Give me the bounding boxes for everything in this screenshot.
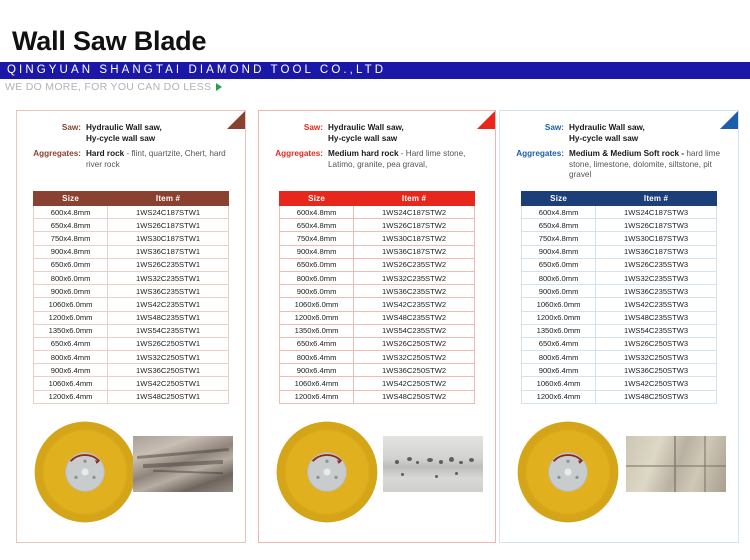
table-row [522, 206, 717, 219]
table-row [34, 337, 229, 350]
spec-table-wrap [500, 191, 738, 404]
cell-size: 650x4.8mm [522, 219, 596, 232]
cell-size: 650x4.8mm [34, 219, 108, 232]
page-title: Wall Saw Blade [12, 26, 207, 56]
cell-item-number: 1WS32C235STW2 [354, 271, 475, 284]
table-row [34, 311, 229, 324]
cell-size: 1200x6.4mm [34, 390, 108, 403]
saw-blade-svg [273, 418, 381, 526]
cell-item-number: 1WS32C250STW1 [108, 351, 229, 364]
table-row [522, 298, 717, 311]
spec-value-aggregates [86, 149, 237, 170]
cell-item-number: 1WS26C235STW1 [108, 258, 229, 271]
application-photo [626, 436, 726, 492]
cell-item-number: 1WS36C250STW3 [596, 364, 717, 377]
saw-line-1: Hydraulic Wall saw, [569, 123, 645, 132]
saw-line-2: Hy-cycle wall saw [328, 133, 398, 143]
cell-item-number: 1WS26C187STW2 [354, 219, 475, 232]
spec-table [33, 191, 229, 404]
table-row [34, 324, 229, 337]
table-header-row [522, 192, 717, 206]
cell-size: 900x4.8mm [522, 245, 596, 258]
cell-size: 900x6.4mm [280, 364, 354, 377]
cell-size: 650x6.4mm [280, 337, 354, 350]
spec-row-aggregates [259, 149, 487, 170]
company-name-banner: QINGYUAN SHANGTAI DIAMOND TOOL CO.,LTD [0, 62, 750, 79]
table-row [280, 298, 475, 311]
cell-size: 1060x6.4mm [522, 377, 596, 390]
cell-size: 650x6.4mm [34, 337, 108, 350]
product-images [500, 406, 738, 528]
cell-size: 800x6.4mm [280, 351, 354, 364]
table-row [34, 232, 229, 245]
saw-blade-svg [31, 418, 139, 526]
table-row [34, 364, 229, 377]
table-row [522, 245, 717, 258]
cell-size: 1060x6.4mm [280, 377, 354, 390]
product-images [17, 406, 245, 528]
cell-item-number: 1WS24C187STW3 [596, 206, 717, 219]
spec-table [521, 191, 717, 404]
cell-size: 1060x6.0mm [34, 298, 108, 311]
cell-size: 800x6.4mm [34, 351, 108, 364]
cell-size: 1350x6.0mm [522, 324, 596, 337]
cell-size: 750x4.8mm [522, 232, 596, 245]
aggregate-detail: - flint, quartzite, Chert, hard river rock [86, 149, 226, 169]
cell-item-number: 1WS26C187STW3 [596, 219, 717, 232]
table-row [522, 364, 717, 377]
table-row [34, 377, 229, 390]
table-row [280, 219, 475, 232]
cell-item-number: 1WS30C187STW3 [596, 232, 717, 245]
table-row [280, 337, 475, 350]
table-row [522, 271, 717, 284]
cell-item-number: 1WS48C250STW3 [596, 390, 717, 403]
cell-size: 750x4.8mm [34, 232, 108, 245]
column-header-size: Size [280, 192, 354, 206]
table-row [34, 219, 229, 232]
cell-item-number: 1WS26C250STW1 [108, 337, 229, 350]
cell-size: 900x6.4mm [522, 364, 596, 377]
cell-item-number: 1WS32C250STW2 [354, 351, 475, 364]
spec-block [17, 123, 245, 175]
table-row [34, 351, 229, 364]
cell-item-number: 1WS36C235STW3 [596, 285, 717, 298]
cell-item-number: 1WS42C235STW1 [108, 298, 229, 311]
cell-item-number: 1WS26C250STW3 [596, 337, 717, 350]
product-panel-hard-rock [16, 110, 246, 543]
cell-size: 650x4.8mm [280, 219, 354, 232]
spec-table-wrap [259, 191, 495, 404]
table-row [280, 245, 475, 258]
table-row [280, 390, 475, 403]
cell-item-number: 1WS36C235STW1 [108, 285, 229, 298]
spec-row-saw [259, 123, 487, 144]
spec-block [500, 123, 738, 186]
cell-size: 900x4.8mm [280, 245, 354, 258]
spec-value-aggregates [569, 149, 730, 181]
cell-size: 1200x6.0mm [522, 311, 596, 324]
cell-item-number: 1WS42C250STW1 [108, 377, 229, 390]
spec-value-aggregates [328, 149, 487, 170]
spec-value-saw [569, 123, 730, 144]
cell-size: 1350x6.0mm [280, 324, 354, 337]
cell-item-number: 1WS36C235STW2 [354, 285, 475, 298]
play-arrow-icon [216, 83, 222, 91]
cell-item-number: 1WS54C235STW1 [108, 324, 229, 337]
table-body [34, 206, 229, 404]
table-row [280, 232, 475, 245]
table-row [34, 245, 229, 258]
column-header-item: Item # [108, 192, 229, 206]
cell-item-number: 1WS26C187STW1 [108, 219, 229, 232]
spec-label-saw: Saw: [61, 123, 81, 132]
saw-blade-image [514, 418, 622, 526]
table-row [522, 258, 717, 271]
spec-label-aggregates: Aggregates: [33, 149, 81, 158]
table-row [34, 271, 229, 284]
cell-item-number: 1WS32C250STW3 [596, 351, 717, 364]
column-header-item: Item # [596, 192, 717, 206]
table-row [522, 285, 717, 298]
cell-size: 650x6.0mm [522, 258, 596, 271]
cell-item-number: 1WS24C187STW1 [108, 206, 229, 219]
cell-item-number: 1WS48C235STW3 [596, 311, 717, 324]
cell-item-number: 1WS36C250STW2 [354, 364, 475, 377]
cell-size: 900x6.4mm [34, 364, 108, 377]
table-row [34, 285, 229, 298]
spec-label-aggregates: Aggregates: [275, 149, 323, 158]
table-row [34, 390, 229, 403]
cell-size: 900x6.0mm [34, 285, 108, 298]
table-row [34, 298, 229, 311]
spec-table-wrap [17, 191, 245, 404]
cell-size: 1060x6.0mm [280, 298, 354, 311]
column-header-item: Item # [354, 192, 475, 206]
table-row [34, 258, 229, 271]
cell-size: 650x6.0mm [34, 258, 108, 271]
table-row [522, 219, 717, 232]
cell-size: 900x4.8mm [34, 245, 108, 258]
table-row [522, 337, 717, 350]
cell-item-number: 1WS48C250STW1 [108, 390, 229, 403]
cell-item-number: 1WS26C250STW2 [354, 337, 475, 350]
cell-item-number: 1WS54C235STW3 [596, 324, 717, 337]
cell-size: 1350x6.0mm [34, 324, 108, 337]
cell-item-number: 1WS26C235STW2 [354, 258, 475, 271]
cell-item-number: 1WS42C250STW2 [354, 377, 475, 390]
cell-item-number: 1WS30C187STW1 [108, 232, 229, 245]
cell-size: 800x6.0mm [280, 271, 354, 284]
cell-item-number: 1WS36C187STW3 [596, 245, 717, 258]
cell-item-number: 1WS42C250STW3 [596, 377, 717, 390]
spec-block [259, 123, 495, 175]
table-row [522, 377, 717, 390]
saw-line-2: Hy-cycle wall saw [569, 133, 639, 143]
table-row [280, 364, 475, 377]
cell-item-number: 1WS24C187STW2 [354, 206, 475, 219]
aggregate-type: Medium & Medium Soft rock - [569, 149, 685, 158]
cell-size: 800x6.4mm [522, 351, 596, 364]
saw-blade-svg [514, 418, 622, 526]
table-row [280, 258, 475, 271]
saw-blade-image [31, 418, 139, 526]
cell-size: 900x6.0mm [522, 285, 596, 298]
spec-row-aggregates [500, 149, 730, 181]
spec-label-saw: Saw: [544, 123, 564, 132]
table-row [34, 206, 229, 219]
cell-item-number: 1WS32C235STW3 [596, 271, 717, 284]
cell-item-number: 1WS26C235STW3 [596, 258, 717, 271]
column-header-size: Size [522, 192, 596, 206]
cell-item-number: 1WS48C250STW2 [354, 390, 475, 403]
table-row [280, 311, 475, 324]
aggregate-detail: hard lime stone, limestone, dolomite, siltstone, pit gravel [569, 149, 721, 179]
product-panel-medium-hard-rock [258, 110, 496, 543]
saw-blade-image [273, 418, 381, 526]
table-row [522, 324, 717, 337]
spec-row-saw [17, 123, 237, 144]
table-row [522, 351, 717, 364]
cell-size: 650x6.0mm [280, 258, 354, 271]
tagline-text: WE DO MORE, FOR YOU CAN DO LESS [5, 81, 212, 93]
table-row [280, 324, 475, 337]
cell-size: 1060x6.4mm [34, 377, 108, 390]
table-row [522, 390, 717, 403]
cell-item-number: 1WS36C187STW2 [354, 245, 475, 258]
spec-label-aggregates: Aggregates: [516, 149, 564, 158]
table-row [522, 232, 717, 245]
cell-item-number: 1WS54C235STW2 [354, 324, 475, 337]
tagline-group [5, 81, 222, 93]
spec-table [279, 191, 475, 404]
table-row [522, 311, 717, 324]
cell-size: 600x4.8mm [280, 206, 354, 219]
cell-item-number: 1WS48C235STW1 [108, 311, 229, 324]
cell-size: 750x4.8mm [280, 232, 354, 245]
cell-item-number: 1WS32C235STW1 [108, 271, 229, 284]
cell-size: 1200x6.4mm [280, 390, 354, 403]
spec-row-saw [500, 123, 730, 144]
cell-size: 1200x6.0mm [280, 311, 354, 324]
cell-item-number: 1WS30C187STW2 [354, 232, 475, 245]
spec-value-saw [86, 123, 237, 144]
cell-item-number: 1WS36C187STW1 [108, 245, 229, 258]
cell-size: 650x6.4mm [522, 337, 596, 350]
spec-row-aggregates [17, 149, 237, 170]
cell-size: 800x6.0mm [34, 271, 108, 284]
spec-value-saw [328, 123, 487, 144]
aggregate-type: Hard rock [86, 149, 125, 158]
cell-item-number: 1WS42C235STW2 [354, 298, 475, 311]
application-photo [133, 436, 233, 492]
table-header-row [34, 192, 229, 206]
table-body [522, 206, 717, 404]
table-header-row [280, 192, 475, 206]
aggregate-detail: - Hard lime stone, Latimo, granite, pea graval, [328, 149, 466, 169]
product-panel-medium-soft-rock [499, 110, 739, 543]
cell-size: 900x6.0mm [280, 285, 354, 298]
cell-item-number: 1WS36C250STW1 [108, 364, 229, 377]
saw-line-2: Hy-cycle wall saw [86, 133, 156, 143]
saw-line-1: Hydraulic Wall saw, [86, 123, 162, 132]
cell-item-number: 1WS42C235STW3 [596, 298, 717, 311]
column-header-size: Size [34, 192, 108, 206]
saw-line-1: Hydraulic Wall saw, [328, 123, 404, 132]
cell-size: 600x4.8mm [34, 206, 108, 219]
table-row [280, 285, 475, 298]
spec-label-saw: Saw: [303, 123, 323, 132]
table-row [280, 271, 475, 284]
table-row [280, 377, 475, 390]
table-row [280, 351, 475, 364]
page-header [0, 0, 750, 98]
cell-size: 800x6.0mm [522, 271, 596, 284]
cell-size: 600x4.8mm [522, 206, 596, 219]
table-row [280, 206, 475, 219]
cell-item-number: 1WS48C235STW2 [354, 311, 475, 324]
application-photo [383, 436, 483, 492]
table-body [280, 206, 475, 404]
cell-size: 1200x6.4mm [522, 390, 596, 403]
product-images [259, 406, 495, 528]
cell-size: 1200x6.0mm [34, 311, 108, 324]
cell-size: 1060x6.0mm [522, 298, 596, 311]
aggregate-type: Medium hard rock [328, 149, 399, 158]
